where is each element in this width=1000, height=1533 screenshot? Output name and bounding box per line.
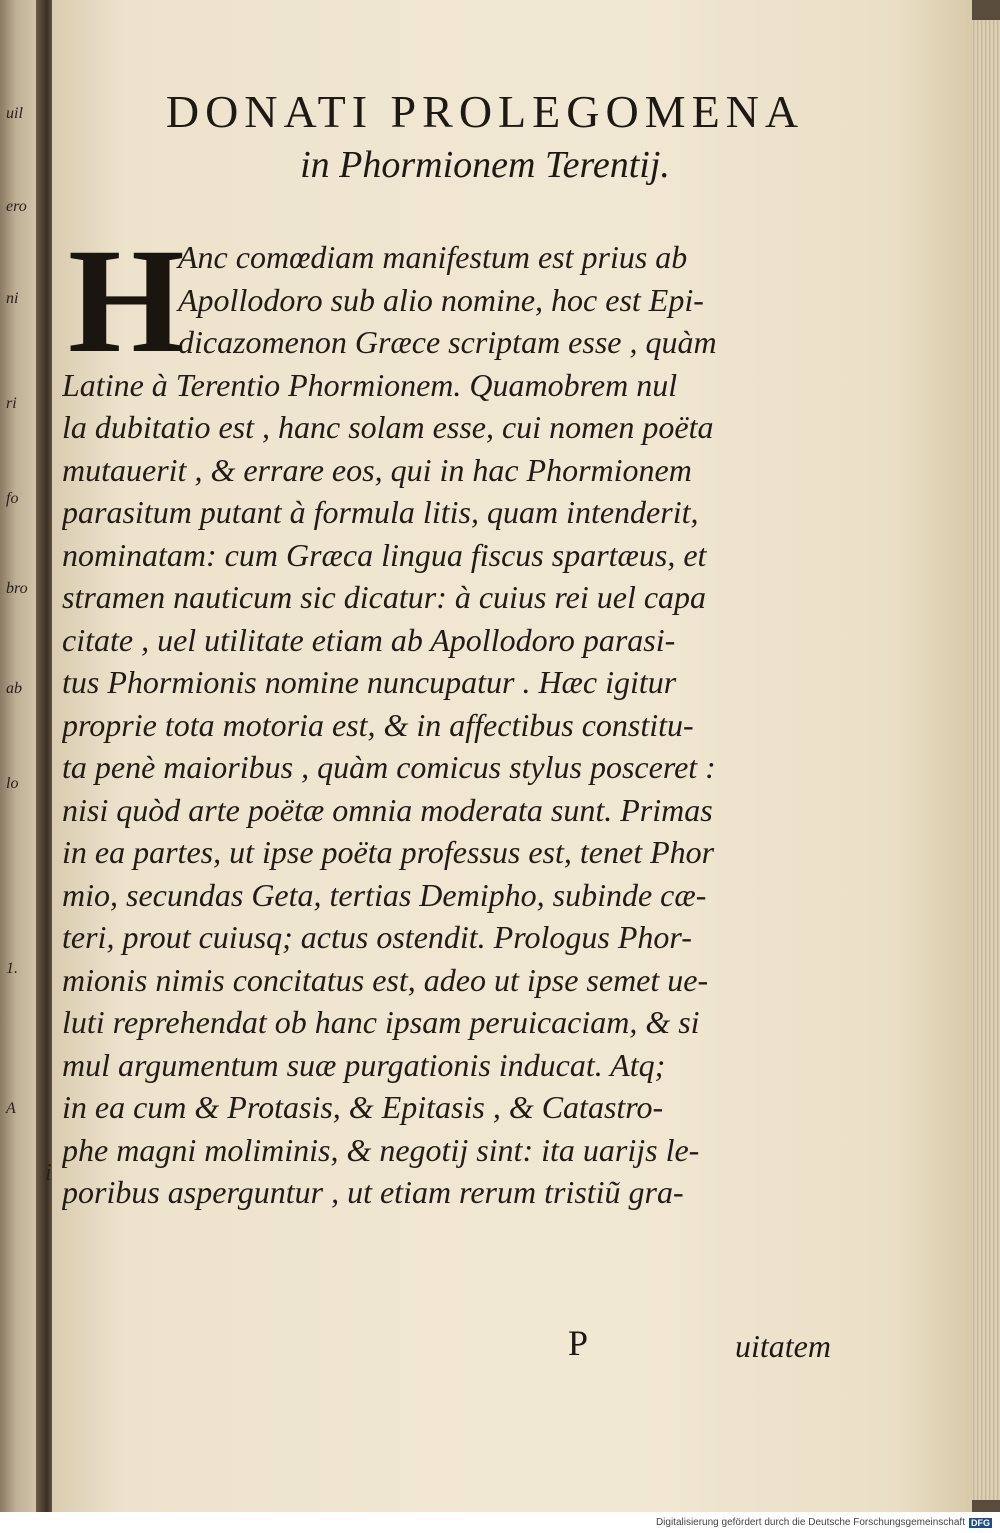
body-text [62, 218, 892, 1214]
text-line: mionis nimis concitatus est, adeo ut ipse semet ue- [62, 961, 709, 998]
footer-credit: Digitalisierung gefördert durch die Deutsche Forschungsgemeinschaft [655, 1517, 965, 1528]
text-line: citate , uel utilitate etiam ab Apollodoro parasi- [62, 621, 676, 658]
text-line: la dubitatio est , hanc solam esse, cui nomen poëta [62, 409, 714, 445]
page-heading [65, 82, 905, 188]
text-line: Apollodoro sub alio nomine, hoc est Epi- [178, 281, 704, 318]
catchword: uitatem [735, 1328, 831, 1364]
text-line: tus Phormionis nomine nuncupatur . Hæc igitur [62, 664, 677, 700]
text-line: mutauerit , & errare eos, qui in hac Phormionem [62, 451, 692, 488]
text-line: stramen nauticum sic dicatur: à cuius rei uel capa [62, 579, 707, 615]
heading-subtitle: in Phormionem Terentij. [300, 144, 670, 186]
previous-page-text-fragments [0, 0, 26, 1512]
edge-fragment: ero [6, 198, 27, 215]
text-line: luti reprehendat ob hanc ipsam peruicaciam, & si [62, 1004, 700, 1040]
text-line: mul argumentum suæ purgationis inducat. Atq; [62, 1046, 666, 1083]
edge-fragment: ni [6, 290, 19, 307]
text-line: Latine à Terentio Phormionem. Quamobrem nul [62, 366, 678, 403]
digitization-footer [0, 1512, 1000, 1533]
signature-mark: P [568, 1323, 589, 1363]
text-line: ta penè maioribus , quàm comicus stylus posceret : [62, 749, 716, 785]
text-line: Anc comœdiam manifestum est prius ab [178, 239, 688, 275]
text-line: mio, secundas Geta, tertias Demipho, subinde cæ- [62, 876, 707, 913]
heading-title: DONATI PROLEGOMENA [165, 86, 805, 137]
edge-fragment: 1. [6, 960, 18, 977]
text-line: nisi quòd arte poëtæ omnia moderata sunt. Primas [62, 791, 713, 828]
text-line: proprie tota motoria est, & in affectibus constitu- [62, 706, 694, 743]
edge-fragment: A [6, 1100, 16, 1117]
text-line: parasitum putant à formula litis, quam intenderit, [62, 494, 699, 530]
text-line: in ea partes, ut ipse poëta professus est, tenet Phor [62, 834, 715, 870]
edge-fragment: ab [6, 680, 22, 697]
text-line: poribus asperguntur , ut etiam rerum tristiũ gra- [62, 1174, 684, 1210]
edge-fragment: lo [6, 775, 19, 792]
edge-fragment: bro [6, 580, 28, 597]
edge-fragment: ri [6, 395, 17, 412]
text-line: dicazomenon Græce scriptam esse , quàm [178, 324, 717, 360]
edge-fragment: uil [6, 105, 23, 122]
initial-letter: H [68, 218, 185, 384]
text-line: nominatam: cum Græca lingua fiscus spartæus, et [62, 536, 707, 573]
text-line: in ea cum & Protasis, & Epitasis , & Catastro- [62, 1089, 664, 1125]
margin-note: i [45, 1160, 52, 1186]
edge-fragment: fo [6, 490, 19, 507]
dfg-logo-icon: DFG [971, 1517, 990, 1528]
text-line: phe magni moliminis, & negotij sint: ita uarijs le- [62, 1131, 700, 1168]
text-line: teri, prout cuiusq; actus ostendit. Prologus Phor- [62, 919, 692, 955]
previous-page-edge [0, 0, 40, 1512]
